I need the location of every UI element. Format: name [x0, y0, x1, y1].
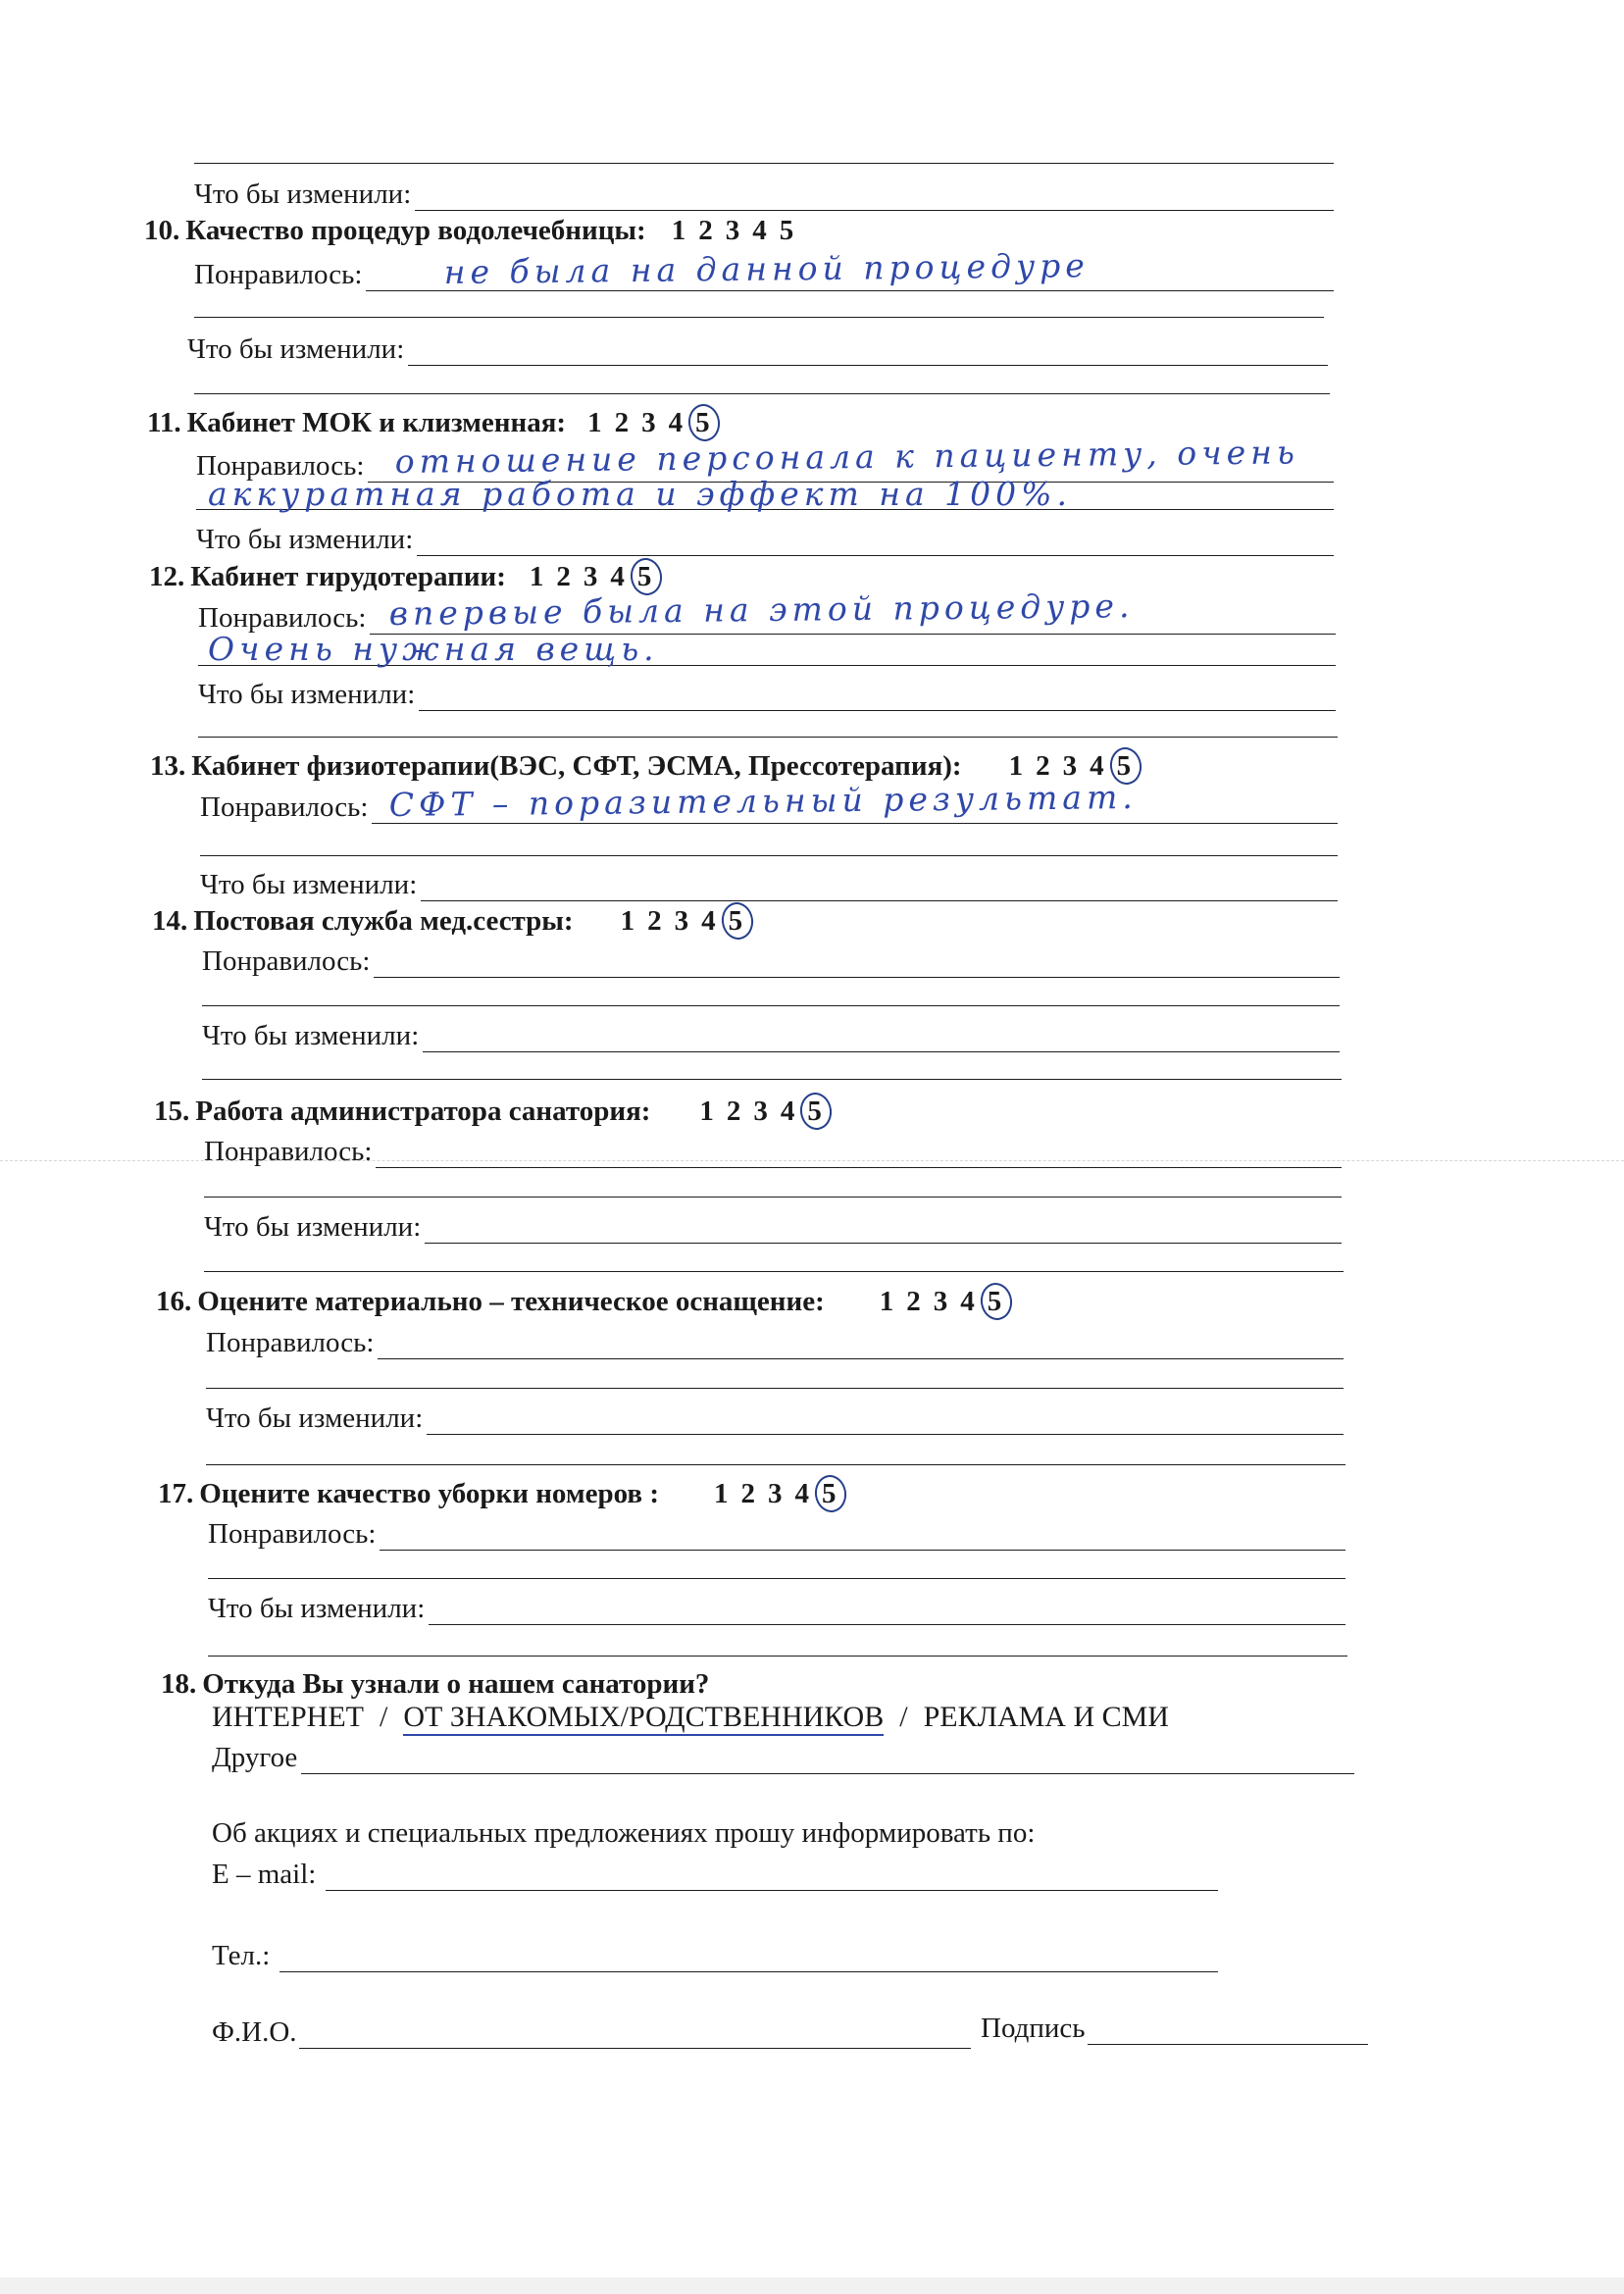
change-field[interactable]	[427, 1401, 1344, 1435]
change-label: Что бы изменили:	[206, 1402, 424, 1434]
rating-2[interactable]: 2	[726, 1096, 741, 1127]
phone-field[interactable]	[279, 1938, 1218, 1972]
question-number: 15.	[154, 1096, 190, 1127]
liked-field[interactable]	[376, 1134, 1342, 1168]
question-number: 13.	[150, 750, 186, 782]
rating-scale	[880, 1285, 1002, 1318]
signature-row	[981, 2011, 1368, 2045]
question-number: 11.	[147, 407, 181, 438]
handwritten-answer: отношение персонала к пациенту, очень	[394, 433, 1300, 482]
change-label: Что бы изменили:	[202, 1020, 420, 1051]
q12-change-row	[198, 677, 1336, 711]
rating-2[interactable]: 2	[698, 215, 713, 246]
signature-label: Подпись	[981, 2013, 1086, 2044]
change-label: Что бы изменили:	[194, 178, 412, 210]
other-label: Другое	[212, 1742, 298, 1773]
q15-change-row	[204, 1209, 1342, 1244]
answer-line	[208, 1656, 1347, 1657]
rating-1[interactable]: 1	[620, 905, 635, 937]
answer-line	[202, 1005, 1340, 1006]
question-number: 17.	[158, 1478, 194, 1509]
rating-5-selected[interactable]: 5	[821, 1478, 837, 1509]
rating-4[interactable]: 4	[701, 905, 716, 937]
question-number: 12.	[149, 561, 185, 592]
liked-field[interactable]	[372, 778, 1338, 825]
change-label: Что бы изменили:	[198, 679, 416, 710]
q14-liked-row	[202, 943, 1340, 978]
handwritten-answer: СФТ – поразительный результат.	[388, 778, 1139, 825]
option-internet[interactable]: ИНТЕРНЕТ	[212, 1701, 364, 1733]
fio-row	[212, 2014, 971, 2049]
liked-label: Понравилось:	[198, 602, 367, 634]
rating-1[interactable]: 1	[713, 1478, 729, 1509]
rating-1[interactable]: 1	[879, 1286, 894, 1317]
rating-scale	[699, 1095, 822, 1128]
change-field[interactable]	[423, 1018, 1340, 1052]
rating-5-selected[interactable]: 5	[728, 905, 743, 937]
liked-label: Понравилось:	[208, 1518, 377, 1550]
rating-3[interactable]: 3	[1062, 750, 1078, 782]
q16-liked-row	[206, 1325, 1344, 1359]
answer-line	[200, 855, 1338, 856]
email-row	[212, 1857, 1218, 1891]
rating-2[interactable]: 2	[614, 407, 630, 438]
phone-label: Тел.:	[212, 1940, 271, 1971]
question-15	[154, 1095, 822, 1128]
rating-1[interactable]: 1	[587, 407, 602, 438]
change-field[interactable]	[429, 1591, 1345, 1625]
rating-2[interactable]: 2	[1036, 750, 1050, 782]
other-field[interactable]	[301, 1740, 1354, 1774]
question-text: Кабинет физиотерапии(ВЭС, СФТ, ЭСМА, Прессотерапия):	[191, 750, 962, 782]
handwritten-answer-cont: аккуратная работа и эффект на 100%.	[208, 475, 1072, 513]
change-label: Что бы изменили:	[208, 1593, 426, 1624]
change-label: Что бы изменили:	[200, 869, 418, 900]
rating-4[interactable]: 4	[752, 215, 767, 246]
answer-line	[202, 1079, 1342, 1080]
question-text: Оцените материально – техническое оснащение:	[197, 1286, 825, 1317]
change-field[interactable]	[425, 1209, 1342, 1244]
rating-2[interactable]: 2	[556, 561, 571, 592]
other-row	[212, 1740, 1354, 1774]
liked-label: Понравилось:	[202, 945, 371, 977]
rating-2[interactable]: 2	[647, 905, 662, 937]
q10-liked-row	[194, 246, 1334, 292]
answer-line	[204, 1271, 1344, 1272]
question-text: Работа администратора санатория:	[195, 1096, 651, 1127]
rating-4[interactable]: 4	[780, 1096, 795, 1127]
rating-1[interactable]: 1	[529, 561, 544, 592]
question-10	[144, 214, 793, 247]
q15-liked-row	[204, 1134, 1342, 1168]
liked-label: Понравилось:	[204, 1136, 373, 1167]
liked-field[interactable]	[380, 1516, 1345, 1551]
option-friends-selected[interactable]: ОТ ЗНАКОМЫХ/РОДСТВЕННИКОВ	[403, 1701, 884, 1736]
liked-field[interactable]	[366, 246, 1334, 292]
rating-1[interactable]: 1	[699, 1096, 714, 1127]
change-field[interactable]	[417, 522, 1334, 556]
q13-change-row	[200, 867, 1338, 901]
rating-3[interactable]: 3	[753, 1096, 768, 1127]
liked-label: Понравилось:	[206, 1327, 375, 1358]
answer-line	[198, 737, 1338, 738]
rating-scale	[672, 214, 794, 247]
question-14	[152, 904, 742, 938]
rating-1[interactable]: 1	[1008, 750, 1024, 782]
question-number: 14.	[152, 905, 188, 937]
question-text: Кабинет гирудотерапии:	[190, 561, 506, 592]
rating-3[interactable]: 3	[767, 1478, 783, 1509]
answer-line	[194, 163, 1334, 164]
handwritten-answer: не была на данной процедуре	[443, 246, 1091, 292]
question-13	[150, 749, 1131, 783]
liked-label: Понравилось:	[200, 791, 369, 823]
question-text: Оцените качество уборки номеров :	[199, 1478, 659, 1509]
answer-line	[208, 1578, 1345, 1579]
question-18	[161, 1667, 709, 1701]
rating-5-selected[interactable]: 5	[1116, 750, 1132, 782]
rating-5-selected[interactable]: 5	[695, 407, 710, 438]
question-text: Откуда Вы узнали о нашем санатории?	[202, 1668, 710, 1700]
rating-5-selected[interactable]: 5	[807, 1096, 822, 1127]
rating-4[interactable]: 4	[610, 561, 625, 592]
question-11	[147, 406, 710, 439]
rating-5-selected[interactable]: 5	[636, 561, 652, 592]
question-number: 16.	[156, 1286, 192, 1317]
q9-change-row	[194, 177, 1334, 211]
liked-field[interactable]	[374, 943, 1340, 978]
change-field[interactable]	[408, 331, 1328, 366]
notify-text: Об акциях и специальных предложениях прошу информировать по:	[212, 1817, 1036, 1849]
fio-label: Ф.И.О.	[212, 2016, 297, 2048]
question-text: Постовая служба мед.сестры:	[193, 905, 574, 937]
separator: /	[899, 1701, 908, 1733]
change-field[interactable]	[421, 867, 1338, 901]
rating-4[interactable]: 4	[960, 1286, 975, 1317]
question-number: 10.	[144, 215, 180, 246]
question-12	[149, 560, 651, 593]
change-field[interactable]	[415, 177, 1334, 211]
signature-field[interactable]	[1088, 2011, 1369, 2045]
liked-label: Понравилось:	[196, 450, 365, 482]
fio-field[interactable]	[299, 2014, 971, 2049]
handwritten-answer-cont: Очень нужная вещь.	[208, 630, 659, 668]
answer-line	[206, 1388, 1344, 1389]
q16-change-row	[206, 1401, 1344, 1435]
rating-scale	[587, 406, 710, 439]
rating-scale	[714, 1477, 837, 1510]
rating-1[interactable]: 1	[671, 215, 686, 246]
liked-label: Понравилось:	[194, 259, 363, 290]
email-field[interactable]	[326, 1857, 1218, 1891]
source-options	[212, 1700, 1169, 1735]
change-label: Что бы изменили:	[204, 1211, 422, 1243]
question-text: Кабинет МОК и клизменная:	[186, 407, 567, 438]
q17-change-row	[208, 1591, 1345, 1625]
rating-2[interactable]: 2	[906, 1286, 921, 1317]
rating-3[interactable]: 3	[674, 905, 689, 937]
q13-liked-row	[200, 778, 1338, 825]
q10-change-row	[187, 331, 1328, 366]
q17-liked-row	[208, 1516, 1345, 1551]
rating-3[interactable]: 3	[725, 215, 740, 246]
q14-change-row	[202, 1018, 1340, 1052]
rating-3[interactable]: 3	[933, 1286, 948, 1317]
answer-line	[204, 1197, 1342, 1198]
rating-4[interactable]: 4	[794, 1478, 809, 1509]
question-16	[156, 1285, 1001, 1318]
rating-5[interactable]: 5	[779, 215, 794, 246]
liked-field[interactable]	[378, 1325, 1344, 1359]
rating-4[interactable]: 4	[1090, 750, 1104, 782]
rating-3[interactable]: 3	[583, 561, 598, 592]
scan-edge	[0, 2277, 1624, 2294]
question-text: Качество процедур водолечебницы:	[185, 215, 646, 246]
rating-3[interactable]: 3	[641, 407, 656, 438]
question-number: 18.	[161, 1668, 197, 1700]
separator: /	[379, 1701, 388, 1733]
answer-line	[194, 393, 1330, 394]
phone-row	[212, 1938, 1218, 1972]
rating-scale	[621, 904, 743, 938]
option-ads[interactable]: РЕКЛАМА И СМИ	[923, 1701, 1169, 1733]
q11-change-row	[196, 522, 1334, 556]
answer-line	[206, 1464, 1345, 1465]
answer-line	[194, 317, 1324, 318]
rating-2[interactable]: 2	[740, 1478, 755, 1509]
rating-4[interactable]: 4	[668, 407, 684, 438]
change-field[interactable]	[419, 677, 1336, 711]
question-17	[158, 1477, 836, 1510]
email-label: E – mail:	[212, 1859, 317, 1890]
rating-5-selected[interactable]: 5	[987, 1286, 1002, 1317]
rating-scale	[530, 560, 652, 593]
change-label: Что бы изменили:	[187, 333, 405, 365]
handwritten-answer: впервые была на этой процедуре.	[388, 586, 1136, 634]
change-label: Что бы изменили:	[196, 524, 414, 555]
